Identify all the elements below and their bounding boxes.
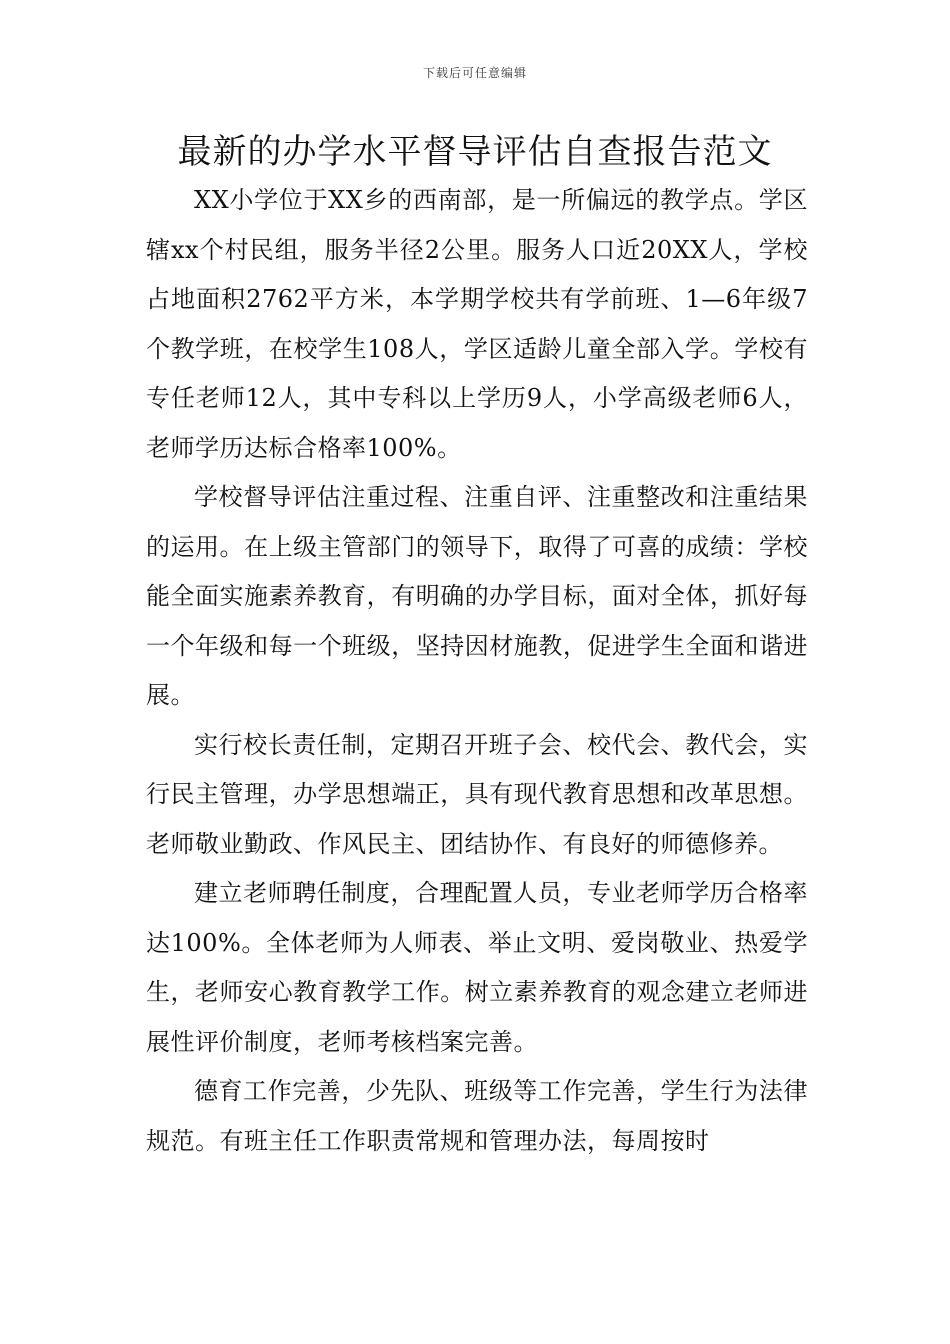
- paragraph-principal-responsibility: 实行校长责任制，定期召开班子会、校代会、教代会，实行民主管理，办学思想端正，具有现代教育思想和改革思想。老师敬业勤政、作风民主、团结协作、有良好的师德修养。: [146, 730, 808, 858]
- paragraph-supervision-evaluation: 学校督导评估注重过程、注重自评、注重整改和注重结果的运用。在上级主管部门的领导下，取得了可喜的成绩：学校能全面实施素养教育，有明确的办学目标，面对全体，抓好每一个年级和每一个班级，坚持因材施教，促进学生全面和谐进展。: [146, 483, 808, 709]
- document-title: 最新的办学水平督导评估自查报告范文: [177, 132, 773, 172]
- paragraph-school-overview: XX小学位于XX乡的西南部，是一所偏远的教学点。学区辖xx个村民组，服务半径2公里。服务人口近20XX人，学校占地面积2762平方米，本学期学校共有学前班、1—6年级7个教学班，在校学生108人，学区适龄儿童全部入学。学校有专任老师12人，其中专科以上学历9人，小学高级老师6人，老师学历达标合格率100%。: [146, 186, 808, 462]
- document-body: [146, 176, 808, 1166]
- header-note: 下载后可任意编辑: [422, 66, 527, 80]
- paragraph-moral-education: 德育工作完善，少先队、班级等工作完善，学生行为法律规范。有班主任工作职责常规和管理办法，每周按时: [146, 1077, 808, 1155]
- paragraph-teacher-appointment: 建立老师聘任制度，合理配置人员，专业老师学历合格率达100%。全体老师为人师表、举止文明、爱岗敬业、热爱学生，老师安心教育教学工作。树立素养教育的观念建立老师进展性评价制度，老师考核档案完善。: [146, 879, 808, 1056]
